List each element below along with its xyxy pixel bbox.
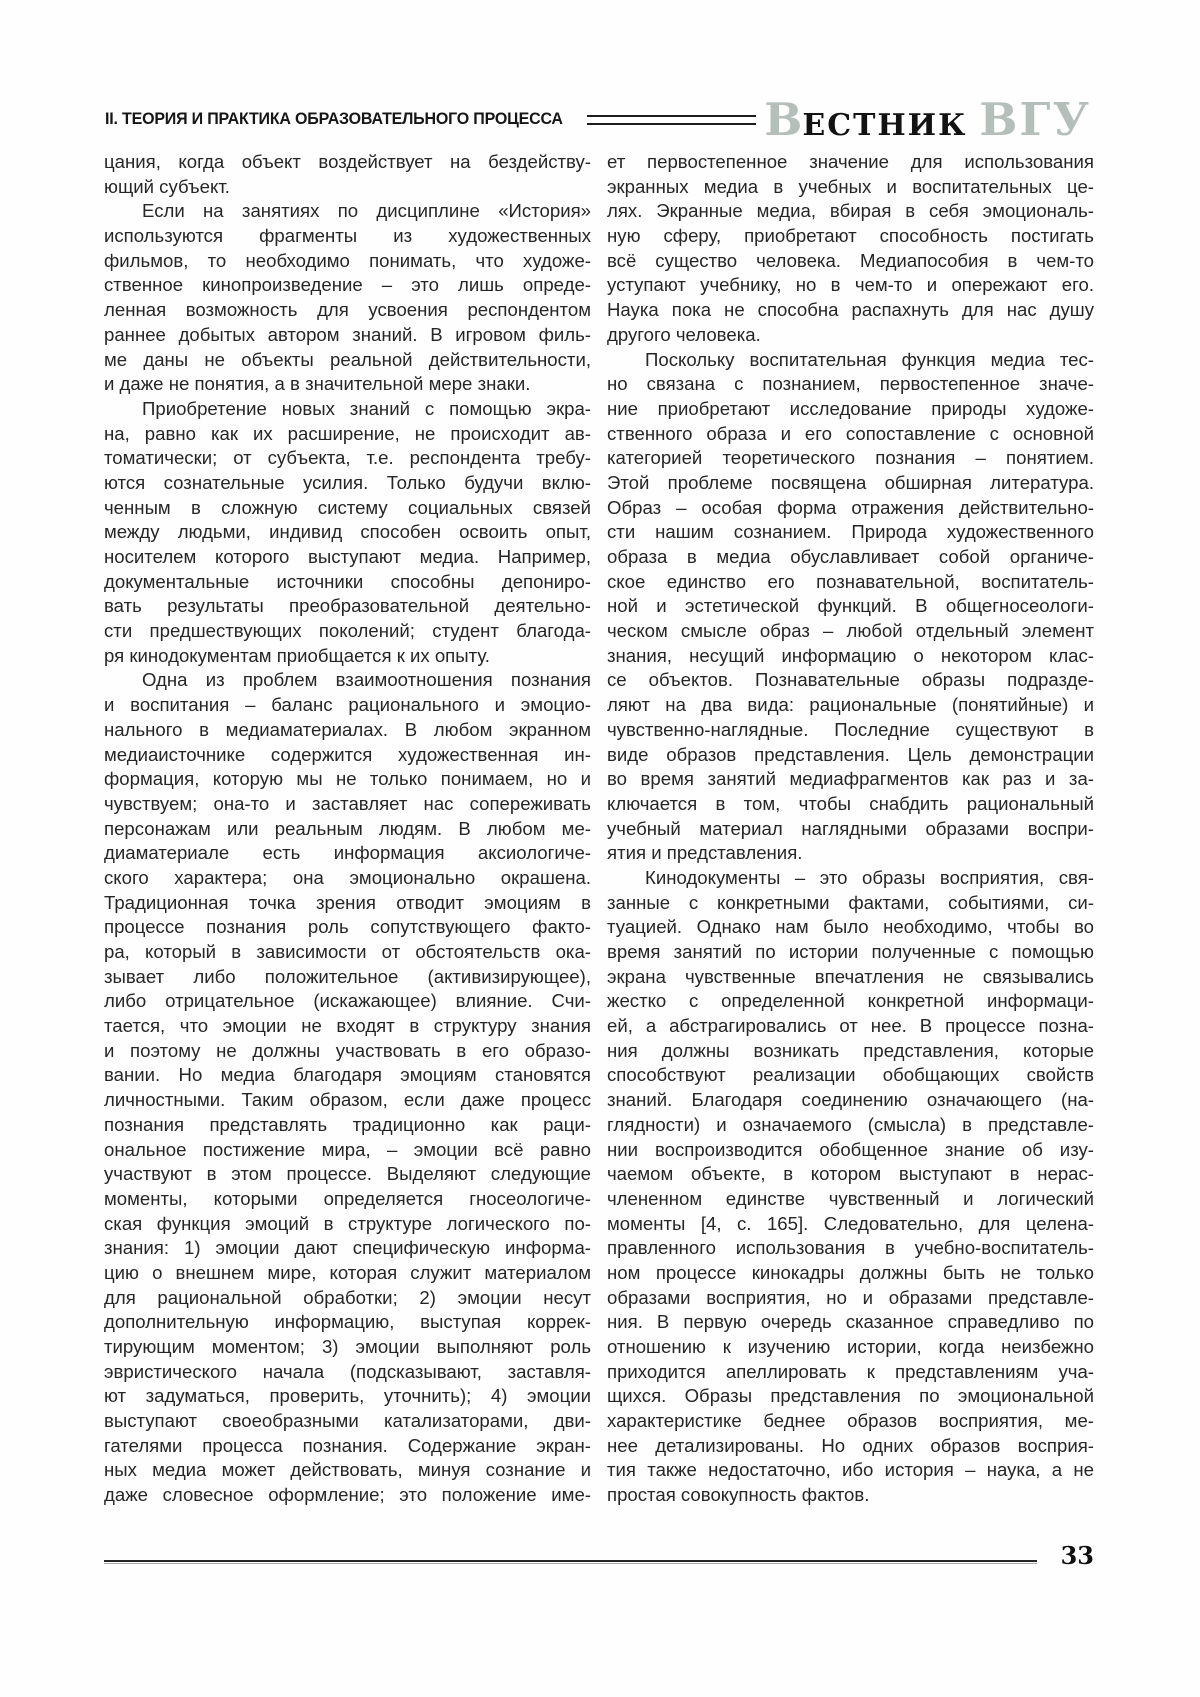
- text-line: выступают своеобразными катализаторами, дви-: [104, 1410, 591, 1432]
- text-line: экранных медиа в учебных и воспитательных це-: [607, 175, 1094, 197]
- text-line: тия также недостаточно, ибо история – наука, а не: [607, 1459, 1094, 1481]
- text-line: ра, который в зависимости от обстоятельств ока-: [104, 941, 591, 962]
- text-line: формация, которую мы не только понимаем, но и: [104, 768, 591, 790]
- text-line: члененном единстве чувственный и логический: [607, 1187, 1094, 1209]
- text-line: и поэтому не должны участвовать в его образо-: [104, 1039, 591, 1061]
- text-line: вать результаты преобразовательной деятельно-: [104, 595, 591, 617]
- text-line: ского характера; она эмоционально окрашена.: [104, 866, 591, 888]
- text-line: ния должны возникать представления, которые: [607, 1039, 1094, 1061]
- text-line: Этой проблеме посвящена обширная литература.: [607, 471, 1094, 493]
- journal-logo: [764, 92, 1091, 146]
- article-body: [104, 150, 1094, 1508]
- text-line: жестко с определенной конкретной информаци-: [607, 990, 1094, 1012]
- text-line: ей, а абстрагировались от нее. В процессе позна-: [607, 1015, 1094, 1037]
- text-line: щихся. Образы представления по эмоциональной: [607, 1385, 1094, 1407]
- text-line: либо отрицательное (искажающее) влияние. Счи-: [104, 990, 591, 1012]
- text-line: процессе познания роль сопутствующего факто-: [104, 916, 591, 938]
- text-line: и воспитания – баланс рационального и эмоцио-: [104, 694, 591, 716]
- text-line: но связана с познанием, первостепенное значе-: [607, 373, 1094, 395]
- text-line: ческом смысле образ – любой отдельный элемент: [607, 620, 1094, 642]
- text-line: личностными. Таким образом, если даже процесс: [104, 1089, 591, 1111]
- text-line: ключается в том, чтобы снабдить рациональный: [607, 792, 1094, 814]
- text-line: ря кинодокументам приобщается к их опыту.: [104, 644, 490, 666]
- text-line: между людьми, индивид способен освоить опыт,: [104, 521, 591, 543]
- text-line: ной и эстетической функций. В общегносеологи-: [607, 595, 1094, 617]
- text-line: категорией теоретического познания – понятием.: [607, 447, 1094, 469]
- text-line: моменты, которыми определяется гносеологиче-: [104, 1187, 591, 1209]
- text-line: Кинодокументы – это образы восприятия, свя-: [645, 866, 1094, 888]
- text-line: Поскольку воспитательная функция медиа тес-: [645, 348, 1094, 370]
- text-line: томатически; от субъекта, т.е. респондента требу-: [104, 447, 591, 469]
- text-line: ются сознательные усилия. Только будучи вклю-: [104, 471, 591, 493]
- text-line: ном процессе кинокадры должны быть не только: [607, 1261, 1094, 1283]
- text-line: чаемом объекте, в котором выступают в нерас-: [607, 1163, 1094, 1185]
- text-line: используются фрагменты из художественных: [104, 225, 591, 247]
- text-line: раннее добытых автором знаний. В игровом филь-: [104, 323, 591, 345]
- page-number: 33: [1060, 1541, 1094, 1570]
- text-line: ленная возможность для усвоения респондентом: [104, 299, 591, 321]
- text-line: медиаисточнике содержится художественная ин-: [104, 743, 591, 765]
- text-line: се объектов. Познавательные образы подразде-: [607, 669, 1094, 691]
- text-line: отношению к изучению истории, когда неизбежно: [607, 1336, 1094, 1357]
- logo-university-abbreviation: ВГУ: [979, 92, 1091, 146]
- text-line: туацией. Однако нам было необходимо, чтобы во: [607, 916, 1094, 938]
- text-line: Традиционная точка зрения отводит эмоциям в: [104, 891, 591, 913]
- text-line: тается, что эмоции не входят в структуру знания: [104, 1015, 591, 1037]
- text-line: тирующим моментом; 3) эмоции выполняют роль: [104, 1336, 591, 1357]
- text-line: ственного образа и его сопоставление с основной: [607, 422, 1094, 444]
- text-line: ет первостепенное значение для использования: [607, 151, 1094, 172]
- text-line: простая совокупность фактов.: [607, 1484, 870, 1506]
- text-line: ляют на два вида: рациональные (понятийные) и: [607, 694, 1094, 716]
- text-line: ченным в сложную систему социальных связей: [104, 496, 591, 518]
- text-line: документальные источники способны депониро-: [104, 570, 591, 592]
- text-line: ональное постижение мира, – эмоции всё равно: [104, 1138, 591, 1160]
- text-line: даже словесное оформление; это положение име-: [104, 1484, 591, 1506]
- running-head: [105, 92, 1091, 146]
- text-line: и даже не понятия, а в значительной мере знаки.: [104, 373, 531, 395]
- text-line: приходится апеллировать к представлениям уча-: [607, 1360, 1094, 1382]
- text-line: ние приобретают исследование природы художе-: [607, 397, 1094, 419]
- text-line: нее детализированы. Но одних образов восприя-: [607, 1434, 1094, 1456]
- text-line: ных медиа может действовать, минуя сознание и: [104, 1459, 591, 1481]
- text-line: Приобретение новых знаний с помощью экра-: [142, 397, 591, 419]
- text-line: ную сферу, приобретают способность постигать: [607, 225, 1094, 247]
- text-line: сти нашим сознанием. Природа художественного: [607, 521, 1094, 543]
- text-line: Образ – особая форма отражения действительно-: [607, 496, 1094, 518]
- text-line: участвуют в этом процессе. Выделяют следующие: [104, 1163, 591, 1185]
- text-line: зывает либо положительное (активизирующее),: [104, 965, 591, 987]
- text-line: правленного использования в учебно-воспитатель-: [607, 1237, 1094, 1259]
- text-line: лях. Экранные медиа, вбирая в себя эмоциональ-: [607, 200, 1094, 222]
- text-line: знаний. Благодаря соединению означающего (на-: [607, 1089, 1094, 1111]
- text-line: образами восприятия, но и образами представле-: [607, 1286, 1094, 1308]
- text-line: познания представлять традиционно как раци-: [104, 1113, 591, 1135]
- footer-rule: [104, 1560, 1037, 1562]
- text-line: учебный материал наглядными образами воспри-: [607, 817, 1094, 839]
- text-line: время занятий по истории полученные с помощью: [607, 941, 1094, 962]
- text-line: ющий субъект.: [104, 175, 230, 197]
- text-line: чувственно-наглядные. Последние существуют в: [607, 718, 1094, 740]
- text-line: другого человека.: [607, 323, 761, 345]
- text-line: Наука пока не способна распахнуть для нас душу: [607, 299, 1094, 321]
- text-line: чувствуем; она-то и заставляет нас сопереживать: [104, 792, 591, 814]
- text-column-right: [607, 150, 1094, 1508]
- text-line: на, равно как их расширение, не происходит ав-: [104, 422, 591, 444]
- text-line: экрана чувственные впечатления не связывались: [607, 965, 1094, 987]
- text-line: фильмов, то необходимо понимать, что художе-: [104, 249, 591, 271]
- logo-initial-letter: В: [764, 92, 803, 146]
- text-line: занные с конкретными фактами, событиями, си-: [607, 891, 1094, 913]
- text-line: уступают учебнику, но в чем-то и опережают его.: [607, 274, 1094, 296]
- text-line: персонажам или реальным людям. В любом ме-: [104, 817, 591, 839]
- text-line: сти предшествующих поколений; студент благода-: [104, 620, 591, 642]
- text-line: моменты [4, с. 165]. Следовательно, для целена-: [607, 1212, 1094, 1234]
- text-line: всё существо человека. Медиапособия в чем-то: [607, 249, 1094, 271]
- text-line: знания: 1) эмоции дают специфическую информа-: [104, 1237, 591, 1259]
- text-line: характеристике беднее образов восприятия, ме-: [607, 1410, 1094, 1432]
- text-line: ственное кинопроизведение – это лишь опреде-: [104, 274, 591, 296]
- text-line: ют задуматься, проверить, уточнить); 4) эмоции: [104, 1385, 591, 1407]
- text-line: цания, когда объект воздействует на бездейству-: [104, 151, 591, 172]
- page-footer: [104, 1541, 1094, 1570]
- header-double-rule: [587, 115, 756, 125]
- text-line: ятия и представления.: [607, 842, 803, 864]
- text-line: дополнительную информацию, выступая коррек-: [104, 1311, 591, 1333]
- text-line: для рациональной обработки; 2) эмоции несут: [104, 1286, 591, 1308]
- text-line: глядности) и означаемого (смысла) в представле-: [607, 1113, 1094, 1135]
- text-column-left: [104, 150, 591, 1508]
- text-line: Если на занятиях по дисциплине «История»: [142, 200, 591, 222]
- text-line: знания, несущий информацию о некотором клас-: [607, 644, 1094, 666]
- text-line: гателями процесса познания. Содержание экран-: [104, 1434, 591, 1456]
- text-line: диаматериале есть информация аксиологиче-: [104, 842, 591, 864]
- text-line: носителем которого выступают медиа. Например,: [104, 546, 591, 567]
- text-line: нального в медиаматериалах. В любом экранном: [104, 718, 591, 740]
- text-line: вании. Но медиа благодаря эмоциям становятся: [104, 1064, 591, 1086]
- text-line: во время занятий медиафрагментов как раз и за-: [607, 768, 1094, 790]
- text-line: эвристического начала (подсказывают, заставля-: [104, 1360, 591, 1382]
- text-line: нии воспроизводится обобщенное знание об изу-: [607, 1138, 1094, 1160]
- text-line: ме даны не объекты реальной действительности,: [104, 348, 591, 370]
- text-line: ния. В первую очередь сказанное справедливо по: [607, 1311, 1094, 1333]
- text-line: цию о внешнем мире, которая служит материалом: [104, 1261, 591, 1283]
- text-line: Одна из проблем взаимоотношения познания: [142, 669, 591, 691]
- text-line: виде образов представления. Цель демонстрации: [607, 743, 1094, 765]
- text-line: способствуют реализации обобщающих свойств: [607, 1064, 1094, 1086]
- text-line: ская функция эмоций в структуре логического по-: [104, 1212, 591, 1234]
- text-line: ское единство его познавательной, воспитатель-: [607, 570, 1094, 592]
- text-line: образа в медиа обуславливает собой органиче-: [607, 546, 1094, 567]
- logo-name-rest: ЕСТНИК: [802, 107, 968, 143]
- section-title: II. ТЕОРИЯ И ПРАКТИКА ОБРАЗОВАТЕЛЬНОГО ПРОЦЕССА: [105, 109, 563, 128]
